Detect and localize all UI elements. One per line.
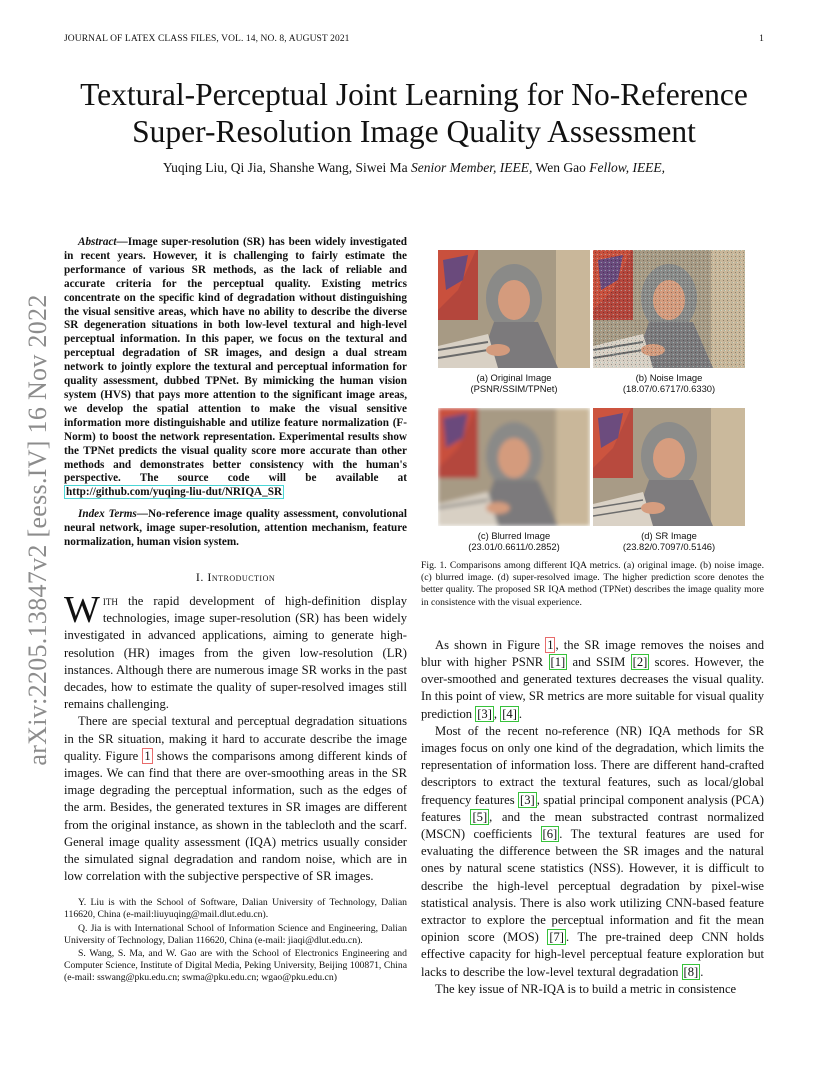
drop-cap-rest: ith bbox=[102, 593, 118, 608]
rp1-f: . bbox=[518, 706, 523, 721]
paper-title bbox=[40, 76, 788, 150]
rp2-b: , spatial principal component analysis (PCA) features bbox=[421, 792, 764, 824]
rp1-b: , the SR image removes the noises and blur with higher PSNR bbox=[421, 637, 764, 670]
caption-panel-a bbox=[429, 372, 599, 394]
running-header bbox=[64, 34, 764, 44]
index-terms bbox=[64, 508, 407, 550]
portrait-image-original bbox=[438, 250, 590, 368]
index-terms-label: Index Terms bbox=[78, 508, 137, 521]
right-paragraph-1 bbox=[421, 637, 764, 723]
figure-ref-link-2[interactable]: 1 bbox=[547, 637, 554, 652]
title-line-1: Textural-Perceptual Joint Learning for No-Reference bbox=[80, 77, 748, 112]
arxiv-sidebar bbox=[18, 280, 58, 780]
rp1-a: As shown in Figure bbox=[435, 637, 546, 652]
intro-paragraph-1-wrap bbox=[64, 588, 407, 713]
intro-paragraph-1 bbox=[64, 588, 407, 713]
index-terms-text: —No-reference image quality assessment, convolutional neural network, image super-resolution, attention mechanism, feature normalization, human vision system. bbox=[64, 508, 407, 549]
figure-panel-blurred bbox=[438, 408, 590, 526]
panel-d-metric: (23.82/0.7097/0.5146) bbox=[622, 541, 716, 552]
figure-panel-sr bbox=[593, 408, 745, 526]
abstract-label: Abstract bbox=[78, 236, 117, 248]
drop-cap: W bbox=[64, 588, 100, 631]
panel-a-label: (a) Original Image bbox=[476, 372, 552, 383]
author-role-2: Fellow, IEEE, bbox=[589, 160, 666, 175]
author-role-1: Senior Member, IEEE, bbox=[410, 160, 533, 175]
page-number: 1 bbox=[759, 34, 764, 44]
caption-panel-d bbox=[584, 530, 754, 552]
portrait-image-noise bbox=[593, 250, 745, 368]
right-paragraph-2 bbox=[421, 723, 764, 981]
panel-c-label: (c) Blurred Image bbox=[477, 530, 551, 541]
panel-c-metric: (23.01/0.6611/0.2852) bbox=[468, 541, 560, 552]
section-heading-introduction bbox=[64, 570, 407, 585]
footnotes bbox=[64, 897, 407, 984]
rp2-d: . The textural features are used for evaluating the difference between the SR images and the natural ones by natural scene statistics (NSS). However, it is difficult to describe the high-level perceptual degradation by pixel-wise statistical analysis. There is also work utilizing CNN-based feature extractor to explore the perceptual information and fit the mean opinion score (MOS) bbox=[421, 827, 764, 945]
arxiv-id: arXiv:2205.13847v2 [eess.IV] 16 Nov 2022 bbox=[23, 294, 52, 766]
footnote-3: S. Wang, S. Ma, and W. Gao are with the School of Electronics Engineering and Computer Science, Institute of Digital Media, Peking University, Beijing 100871, China (e-mail: sswang@pku.edu.cn; swma@pku.edu.cn; wgao@pku.edu.cn) bbox=[64, 947, 407, 983]
caption-panel-c bbox=[429, 530, 599, 552]
panel-a-metric: (PSNR/SSIM/TPNet) bbox=[470, 383, 558, 394]
section-number: I. bbox=[195, 569, 208, 584]
right-body-text bbox=[421, 637, 764, 998]
figure-panel-noise bbox=[593, 250, 745, 368]
right-column bbox=[421, 240, 764, 998]
caption-panel-b bbox=[584, 372, 754, 394]
panel-b-metric: (18.07/0.6717/0.6330) bbox=[622, 383, 716, 394]
source-code-link[interactable]: http://github.com/yuqing-liu-dut/NRIQA_SR bbox=[66, 486, 283, 499]
section-title: Introduction bbox=[207, 569, 276, 584]
citation-7[interactable]: [7] bbox=[549, 930, 564, 945]
portrait-image-blurred bbox=[438, 408, 590, 526]
rp1-e: , bbox=[493, 706, 501, 721]
citation-8[interactable]: [8] bbox=[683, 964, 699, 979]
authors-names: Yuqing Liu, Qi Jia, Shanshe Wang, Siwei Ma bbox=[162, 160, 411, 175]
footnote-1: Y. Liu is with the School of Software, Dalian University of Technology, Dalian 116620, China (e-mail:liuyuqing@mail.dlut.edu.cn). bbox=[64, 897, 407, 921]
intro-paragraph-2 bbox=[64, 713, 407, 885]
rp2-e: . The pre-trained deep CNN holds effective capacity for high-level perceptual feature exploration but lacks to describe the low-level textural degradation bbox=[421, 930, 764, 979]
journal-name: JOURNAL OF LATEX CLASS FILES, VOL. 14, NO. 8, AUGUST 2021 bbox=[64, 34, 350, 44]
citation-3[interactable]: [3] bbox=[477, 706, 492, 721]
left-column bbox=[64, 236, 407, 985]
abstract-text: —Image super-resolution (SR) has been widely investigated in recent years. However, it is challenging to fairly estimate the performance of various SR methods, as the lack of reliable and accurate criteria for the perceptual quality. Existing metrics concentrate on the specific kind of degradation without distinguishing the visual sensitive areas, which have no ability to describe the diverse SR degeneration situations in both low-level textural and high-level perceptual information. In this paper, we focus on the textural and perceptual degradation of SR images, and design a dual stream network to jointly explore the textural and perceptual information for quality assessment, dubbed TPNet. By mimicking the human vision system (HVS) that pays more attention to the significant image areas, we develop the spatial attention to make the visual sensitive information more distinguishable and utilize feature normalization (F-Norm) to boost the network representation. Experimental results show the TPNet predicts the visual quality score more accurate than other methods and demonstrates better consistency with the human's perspective. The source code will be available at bbox=[64, 236, 407, 485]
citation-2[interactable]: [2] bbox=[632, 655, 648, 670]
citation-1[interactable]: [1] bbox=[550, 655, 566, 670]
abstract bbox=[64, 236, 407, 500]
portrait-image-sr bbox=[593, 408, 745, 526]
rp2-c: , and the mean substracted contrast normalized (MSCN) coefficients bbox=[421, 809, 764, 842]
figure-1 bbox=[421, 240, 764, 550]
rp1-c: and SSIM bbox=[567, 655, 631, 670]
title-line-2: Super-Resolution Image Quality Assessment bbox=[132, 114, 696, 149]
rp2-a: Most of the recent no-reference (NR) IQA methods for SR images focus on only one kind of the degradation, which limits the representation of information loss. There are different hand-crafted descriptors to extract the textural features, such as local/global frequency features bbox=[421, 723, 764, 807]
citation-5[interactable]: [5] bbox=[472, 809, 488, 824]
figure-panel-original bbox=[438, 250, 590, 368]
authors-mid: Wen Gao bbox=[532, 160, 590, 175]
authors bbox=[40, 160, 788, 176]
intro-p2-text-a: There are special textural and perceptual degradation situations in the SR situation, making it hard to accurate describe the image quality. Figure bbox=[64, 714, 407, 763]
citation-6[interactable]: [6] bbox=[542, 827, 558, 842]
intro-p2-text-b: shows the comparisons among different kinds of images. We can find that there are over-smoothing areas in the SR image degrading the perceptual information, such as the edges of the arm. Besides, the generated textures in SR images are different from the original instance, as shown in the tablecloth and the scarf. General image quality assessment (IQA) metrics usually consider the simulated signal degradation and random noise, which are in low correlation with the subjective perspective of SR images. bbox=[64, 748, 407, 884]
panel-d-label: (d) SR Image bbox=[641, 530, 697, 541]
rp2-f: . bbox=[700, 964, 704, 979]
rp1-d: scores. However, the over-smoothed and generated textures decreases the visual quality. In this point of view, SR metrics are more suitable for visual quality prediction bbox=[421, 655, 764, 721]
intro-p1-text: the rapid development of high-definition display technologies, image super-resolution (SR) has been widely investigated in advanced applications, aiming to generate high-resolution (HR) images from the given low-resolution (LR) instances. Although there are numerous image SR works in the past decades, how to estimate the quality of super-resolved images still remains challenging. bbox=[64, 593, 407, 712]
footnote-2: Q. Jia is with International School of Information Science and Engineering, Dalian University of Technology, Dalian 116620, China (e-mail: jiaqi@dlut.edu.cn). bbox=[64, 922, 407, 946]
panel-b-label: (b) Noise Image bbox=[635, 372, 703, 383]
citation-3b[interactable]: [3] bbox=[520, 792, 535, 807]
citation-4[interactable]: [4] bbox=[502, 706, 517, 721]
right-paragraph-3: The key issue of NR-IQA is to build a metric in consistence bbox=[435, 981, 737, 996]
figure-ref-link[interactable]: 1 bbox=[144, 748, 151, 763]
figure-caption: Fig. 1. Comparisons among different IQA metrics. (a) original image. (b) noise image. (c) blurred image. (d) super-resolved image. The higher prediction score denotes the better quality. The proposed SR IQA method (TPNet) describes the image quality more in consistence with the visual experience. bbox=[421, 560, 764, 608]
